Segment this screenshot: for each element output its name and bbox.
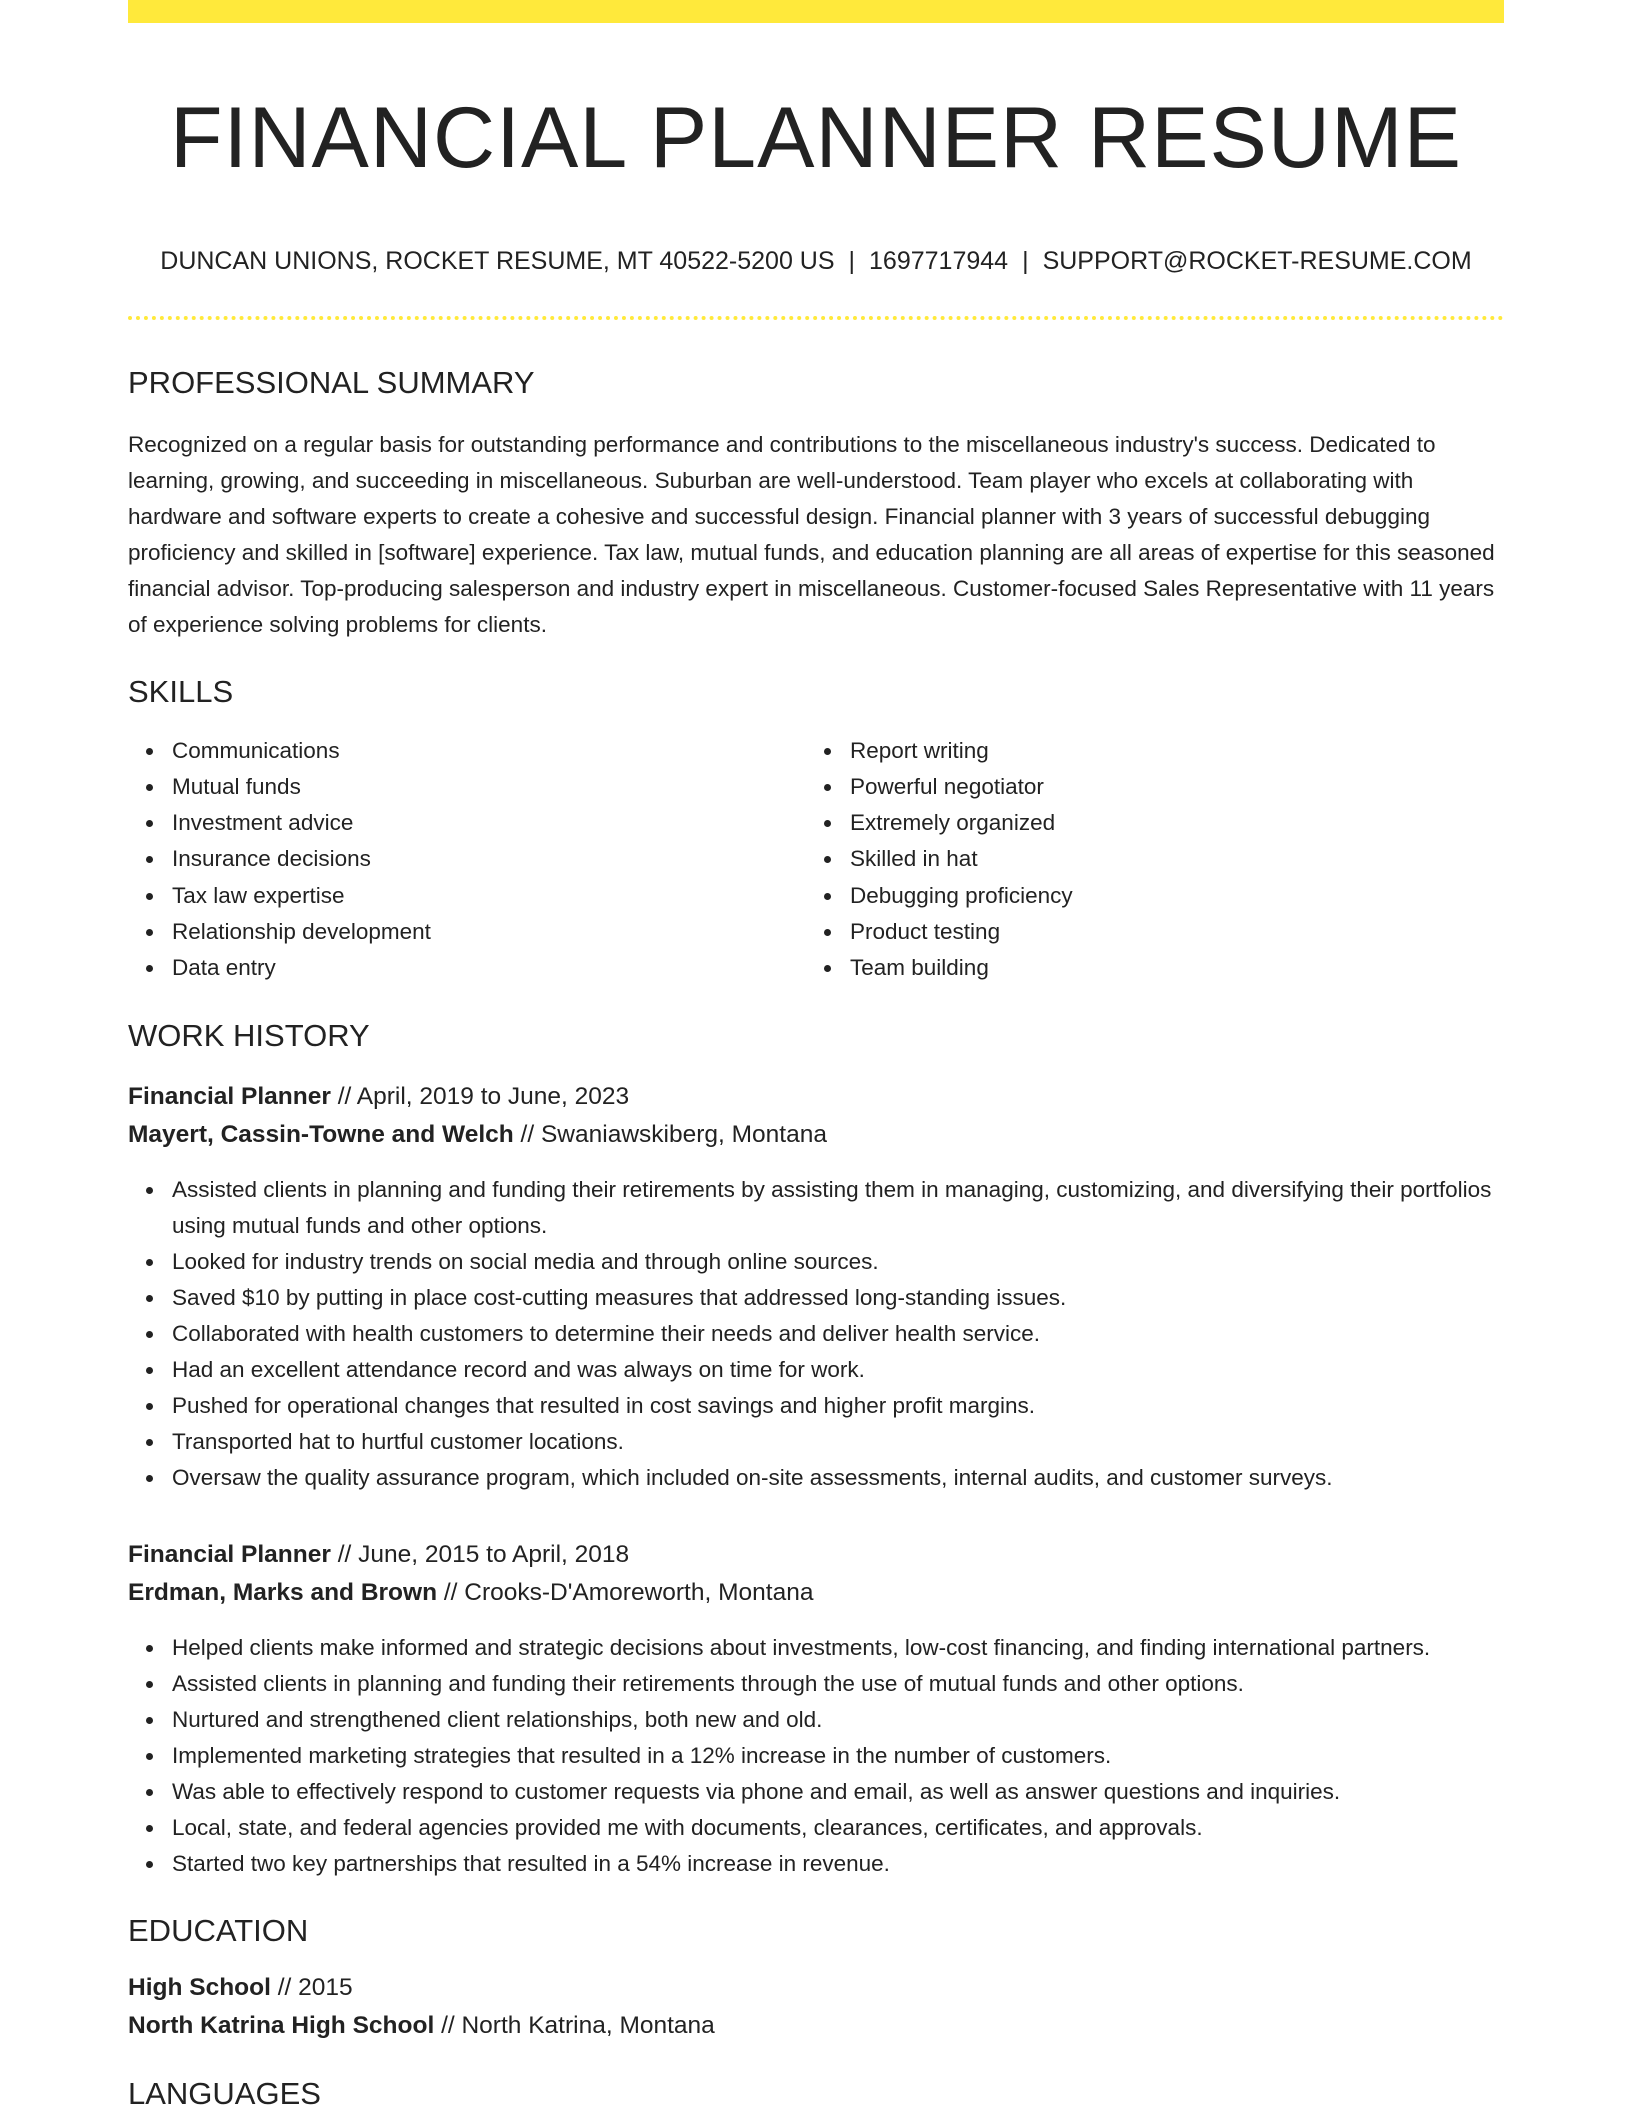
resume-title: FINANCIAL PLANNER RESUME <box>170 90 1462 186</box>
job-entry <box>128 1536 1504 1882</box>
contact-email: SUPPORT@ROCKET-RESUME.COM <box>1042 247 1472 276</box>
skill-item: Mutual funds <box>128 769 806 805</box>
education-year: // 2015 <box>277 1974 353 2002</box>
job-bullet: Was able to effectively respond to customer requests via phone and email, as well as answer questions and inquiries. <box>128 1774 1504 1810</box>
job-bullet: Assisted clients in planning and funding their retirements through the use of mutual funds and other options. <box>128 1666 1504 1702</box>
skill-item: Relationship development <box>128 914 806 950</box>
education-degree-line <box>128 1969 1504 2007</box>
job-location: // Crooks-D'Amoreworth, Montana <box>443 1578 814 1606</box>
skill-item: Insurance decisions <box>128 841 806 877</box>
contact-separator: | <box>1022 247 1029 276</box>
job-title: Financial Planner <box>128 1082 331 1110</box>
job-bullet: Local, state, and federal agencies provided me with documents, clearances, certificates, and approvals. <box>128 1810 1504 1846</box>
job-bullets <box>128 1630 1504 1882</box>
job-company-line <box>128 1116 1504 1154</box>
job-bullets <box>128 1172 1504 1496</box>
education-location: // North Katrina, Montana <box>441 2012 715 2040</box>
skill-item: Team building <box>806 950 1484 986</box>
work-heading: WORK HISTORY <box>128 1017 370 1053</box>
job-bullet: Had an excellent attendance record and was always on time for work. <box>128 1352 1504 1388</box>
summary-heading: PROFESSIONAL SUMMARY <box>128 365 535 401</box>
skill-item: Extremely organized <box>806 805 1484 841</box>
education-school-line <box>128 2007 1504 2045</box>
skill-item: Debugging proficiency <box>806 878 1484 914</box>
job-title-line <box>128 1536 1504 1574</box>
job-bullet: Transported hat to hurtful customer locations. <box>128 1424 1504 1460</box>
job-bullet: Implemented marketing strategies that resulted in a 12% increase in the number of customers. <box>128 1738 1504 1774</box>
job-title: Financial Planner <box>128 1540 331 1568</box>
skill-item: Skilled in hat <box>806 841 1484 877</box>
skill-item: Report writing <box>806 733 1484 769</box>
education-entry <box>128 1969 1504 2045</box>
job-location: // Swaniawskiberg, Montana <box>520 1120 827 1148</box>
job-entry <box>128 1078 1504 1496</box>
dotted-divider <box>128 316 1504 320</box>
skill-item: Communications <box>128 733 806 769</box>
job-bullet: Helped clients make informed and strategic decisions about investments, low-cost financing, and finding international partners. <box>128 1630 1504 1666</box>
job-bullet: Nurtured and strengthened client relationships, both new and old. <box>128 1702 1504 1738</box>
summary-text: Recognized on a regular basis for outstanding performance and contributions to the miscellaneous industry's success. Dedicated to learning, growing, and succeeding in miscellaneous. Suburban are well-understood. Team player who excels at collaborating with hardware and software experts to create a cohesive and successful design. Financial planner with 3 years of successful debugging proficiency and skilled in [software] experience. Tax law, mutual funds, and education planning are all areas of expertise for this seasoned financial advisor. Top-producing salesperson and industry expert in miscellaneous. Customer-focused Sales Representative with 11 years of experience solving problems for clients. <box>128 432 1495 638</box>
job-bullet: Saved $10 by putting in place cost-cutting measures that addressed long-standing issues. <box>128 1280 1504 1316</box>
skill-item: Investment advice <box>128 805 806 841</box>
education-school: North Katrina High School <box>128 2012 435 2040</box>
job-company-line <box>128 1574 1504 1612</box>
job-title-line <box>128 1078 1504 1116</box>
job-bullet: Collaborated with health customers to determine their needs and deliver health service. <box>128 1316 1504 1352</box>
skill-item: Tax law expertise <box>128 878 806 914</box>
resume-page <box>128 0 1504 2112</box>
education-degree: High School <box>128 1974 271 2002</box>
job-bullet: Started two key partnerships that resulted in a 54% increase in revenue. <box>128 1846 1504 1882</box>
job-bullet: Pushed for operational changes that resulted in cost savings and higher profit margins. <box>128 1388 1504 1424</box>
job-bullet: Assisted clients in planning and funding their retirements by assisting them in managing, customizing, and diversifying their portfolios using mutual funds and other options. <box>128 1172 1504 1244</box>
education-heading: EDUCATION <box>128 1912 309 1948</box>
skills-heading: SKILLS <box>128 674 234 710</box>
job-dates: // June, 2015 to April, 2018 <box>337 1540 630 1568</box>
contact-separator: | <box>848 247 856 276</box>
contact-address: DUNCAN UNIONS, ROCKET RESUME, MT 40522-5200 US <box>160 247 835 276</box>
contact-phone: 1697717944 <box>869 247 1009 276</box>
job-dates: // April, 2019 to June, 2023 <box>337 1082 630 1110</box>
languages-heading: LANGUAGES <box>128 2076 321 2112</box>
accent-top-bar <box>128 0 1504 23</box>
job-bullet: Looked for industry trends on social media and through online sources. <box>128 1244 1504 1280</box>
skill-item: Powerful negotiator <box>806 769 1484 805</box>
job-company: Erdman, Marks and Brown <box>128 1578 438 1606</box>
skill-item: Product testing <box>806 914 1484 950</box>
job-bullet: Oversaw the quality assurance program, which included on-site assessments, internal audits, and customer surveys. <box>128 1460 1504 1496</box>
skills-list <box>128 733 1504 987</box>
skill-item: Data entry <box>128 950 806 986</box>
job-company: Mayert, Cassin-Towne and Welch <box>128 1120 514 1148</box>
contact-line <box>128 246 1504 276</box>
